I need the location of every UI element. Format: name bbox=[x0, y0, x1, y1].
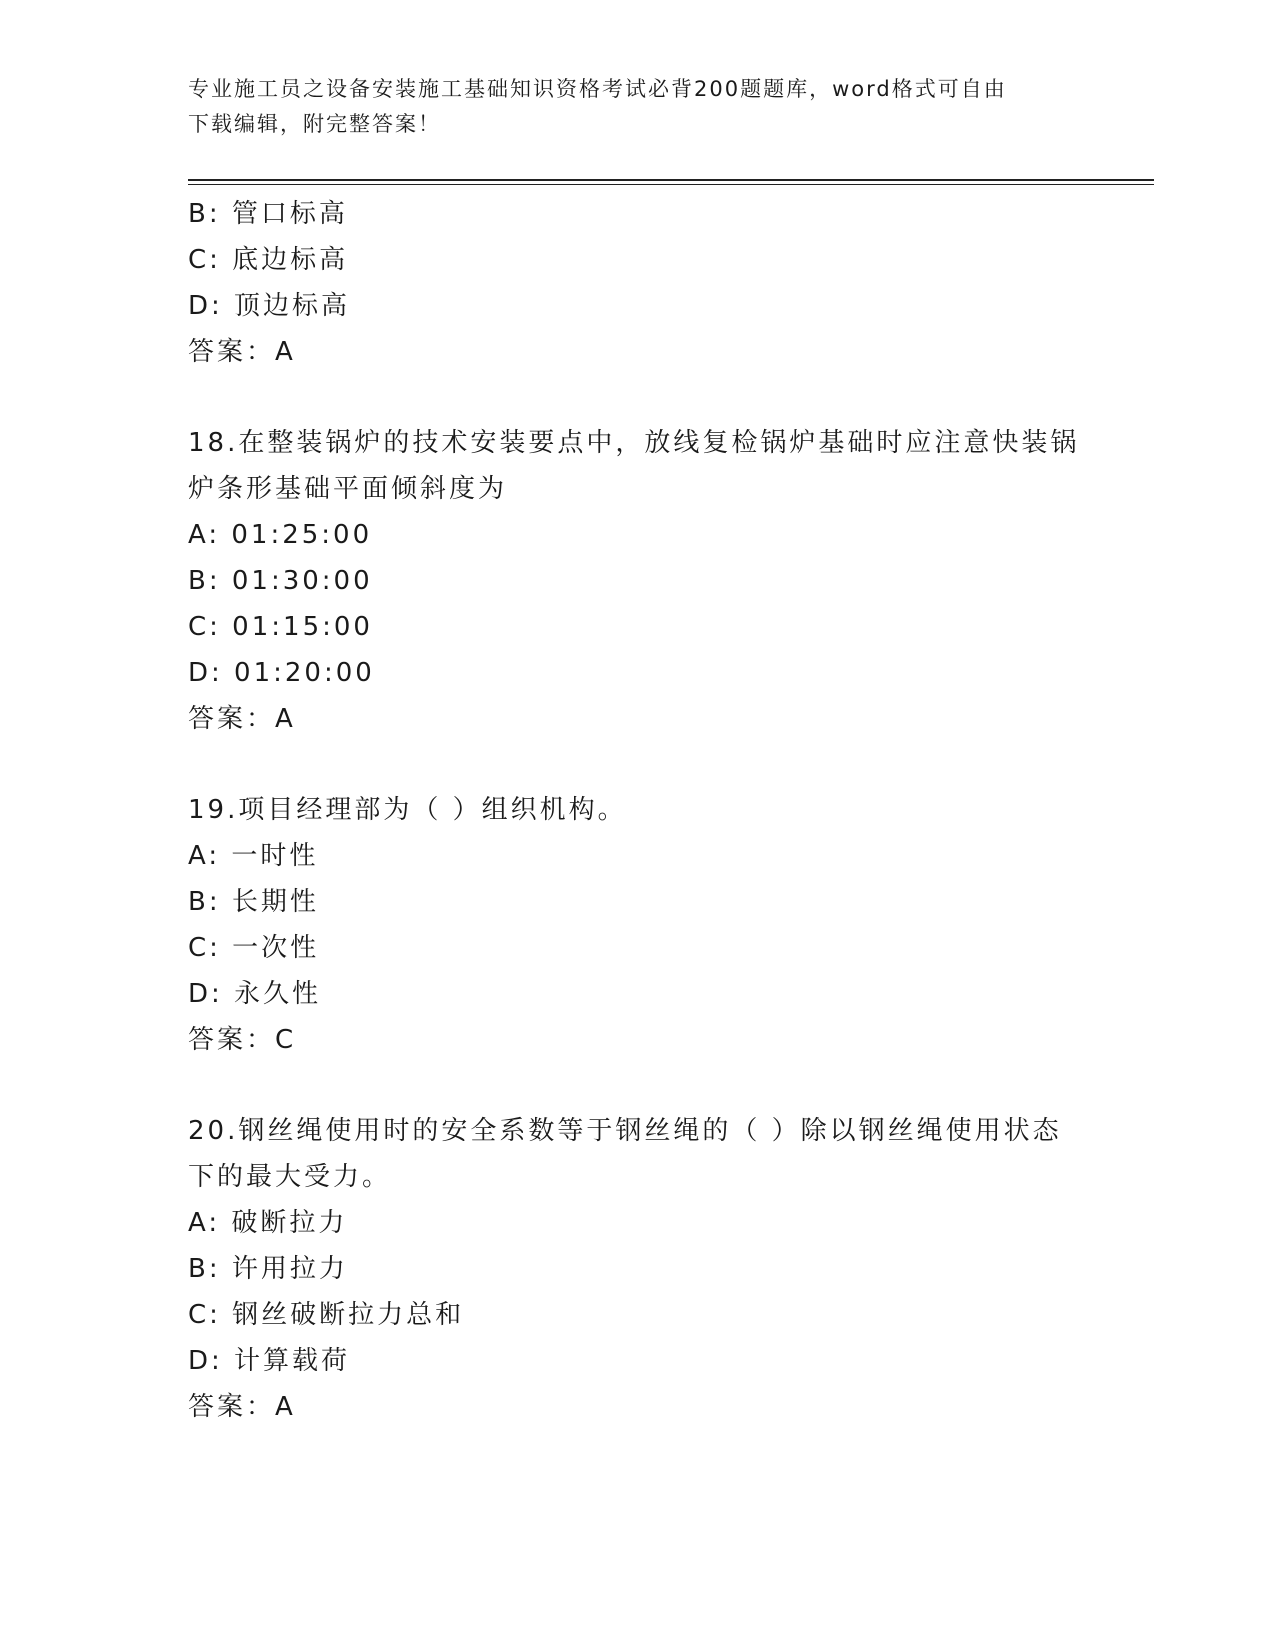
answer: 答案：A bbox=[188, 704, 296, 734]
option-c: C: 一次性 bbox=[188, 933, 320, 963]
option-a: A: 破断拉力 bbox=[188, 1208, 348, 1238]
option-d: D: 计算载荷 bbox=[188, 1346, 351, 1376]
option-c: C: 01:15:00 bbox=[188, 612, 373, 642]
question-text-line-1: 18.在整装锅炉的技术安装要点中，放线复检锅炉基础时应注意快装锅 bbox=[188, 428, 1080, 458]
option-c: C: 钢丝破断拉力总和 bbox=[188, 1300, 465, 1330]
option-a: A: 一时性 bbox=[188, 841, 319, 871]
question-17-tail bbox=[188, 191, 1088, 375]
option-c: C: 底边标高 bbox=[188, 245, 349, 275]
header-divider-thick bbox=[188, 179, 1154, 181]
question-text-line-2: 下的最大受力。 bbox=[188, 1162, 392, 1192]
option-b: B: 长期性 bbox=[188, 887, 319, 917]
answer: 答案：A bbox=[188, 337, 296, 367]
question-text-line-1: 20.钢丝绳使用时的安全系数等于钢丝绳的（ ）除以钢丝绳使用状态 bbox=[188, 1116, 1062, 1146]
answer: 答案：C bbox=[188, 1025, 297, 1055]
header-line-2: 下载编辑，附完整答案！ bbox=[188, 112, 441, 136]
option-b: B: 管口标高 bbox=[188, 199, 348, 229]
option-d: D: 01:20:00 bbox=[188, 658, 375, 688]
option-d: D: 永久性 bbox=[188, 979, 322, 1009]
document-header bbox=[188, 72, 1068, 142]
question-19 bbox=[188, 787, 1088, 1063]
question-20 bbox=[188, 1108, 1088, 1430]
option-b: B: 01:30:00 bbox=[188, 566, 373, 596]
header-line-1: 专业施工员之设备安装施工基础知识资格考试必背200题题库，word格式可自由 bbox=[188, 77, 1007, 101]
option-d: D: 顶边标高 bbox=[188, 291, 351, 321]
answer: 答案：A bbox=[188, 1392, 296, 1422]
question-18 bbox=[188, 420, 1088, 742]
header-divider-thin bbox=[188, 184, 1154, 185]
question-list bbox=[188, 191, 1088, 1430]
option-b: B: 许用拉力 bbox=[188, 1254, 348, 1284]
question-text-line-1: 19.项目经理部为（ ）组织机构。 bbox=[188, 795, 627, 825]
question-text-line-2: 炉条形基础平面倾斜度为 bbox=[188, 474, 508, 504]
option-a: A: 01:25:00 bbox=[188, 520, 373, 550]
